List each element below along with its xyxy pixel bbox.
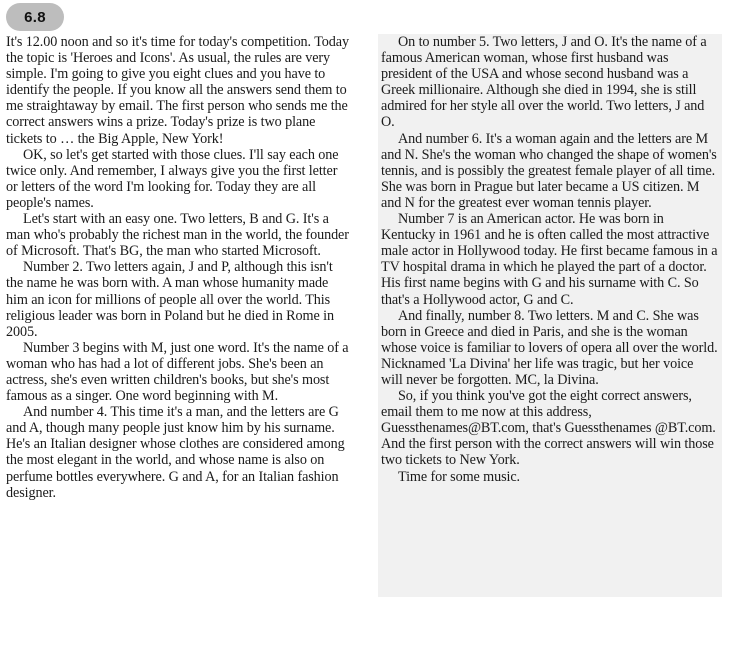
paragraph: On to number 5. Two letters, J and O. It's the name of a famous American woman, whose first husband was president of the USA and whose second husband was a Greek millionaire. Although she died in 1994, she is still admired for her style all over the world. Two letters, J and O. [381, 34, 707, 131]
paragraph: Number 7 is an American actor. He was born in Kentucky in 1961 and he is often called the most attractive male actor in Hollywood today. He first became famous in a TV hospital drama in which he played the part of a doctor. His first name begins with G and his surname with C. So that's a Hollywood actor, G and C. [381, 211, 718, 308]
section-number-badge [6, 3, 64, 31]
paragraph: Let's start with an easy one. Two letters, B and G. It's a man who's probably the richest man in the world, the founder of Microsoft. That's BG, the man who started Microsoft. [6, 211, 349, 260]
paragraph: And number 4. This time it's a man, and the letters are G and A, though many people just know him by his surname. He's an Italian designer whose clothes are considered among the most elegant in the world, and whose name is also on perfume bottles everywhere. G and A, for an Italian fashion designer. [6, 404, 345, 501]
paragraph: Number 3 begins with M, just one word. It's the name of a woman who has had a lot of different jobs. She's been an actress, she's even written children's books, but she's most famous as a singer. One word beginning with M. [6, 339, 349, 405]
paragraph: And number 6. It's a woman again and the letters are M and N. She's the woman who changed the shape of women's tennis, and is possibly the greatest female player of all time. She was born in Prague but later became a US citizen. M and N for the greatest ever woman tennis player. [381, 130, 717, 211]
right-column [378, 34, 722, 597]
paragraph: So, if you think you've got the eight correct answers, email them to me now at this address, Guessthenames@BT.com, that's Guessthenames @BT.com. And the first person with the correct answers will win those two tickets to New York. [381, 388, 716, 469]
paragraph: And finally, number 8. Two letters. M and C. She was born in Greece and died in Paris, and she is the woman whose voice is familiar to lovers of opera all over the world. Nicknamed 'La Divina' her life was tragic, but her voice will never be forgotten. MC, la Divina. [381, 307, 718, 388]
left-column [6, 34, 350, 501]
section-number: 6.8 [24, 8, 46, 26]
paragraph: It's 12.00 noon and so it's time for today's competition. Today the topic is 'Heroes and Icons'. As usual, the rules are very simple. I'm going to give you eight clues and you have to identify the people. If you know all the answers send them to me straightaway by email. The first person who sends me the correct answers wins a prize. Today's prize is two plane tickets to … the Big Apple, New York! [6, 34, 349, 147]
paragraph: Time for some music. [398, 468, 521, 485]
paragraph: OK, so let's get started with those clues. I'll say each one twice only. And remember, I always give you the first letter or letters of the word I'm looking for. Today they are all people's names. [6, 146, 339, 211]
paragraph: Number 2. Two letters again, J and P, although this isn't the name he was born with. A man whose humanity made him an icon for millions of people all over the world. This religious leader was born in Poland but he died in Rome in 2005. [6, 259, 334, 340]
